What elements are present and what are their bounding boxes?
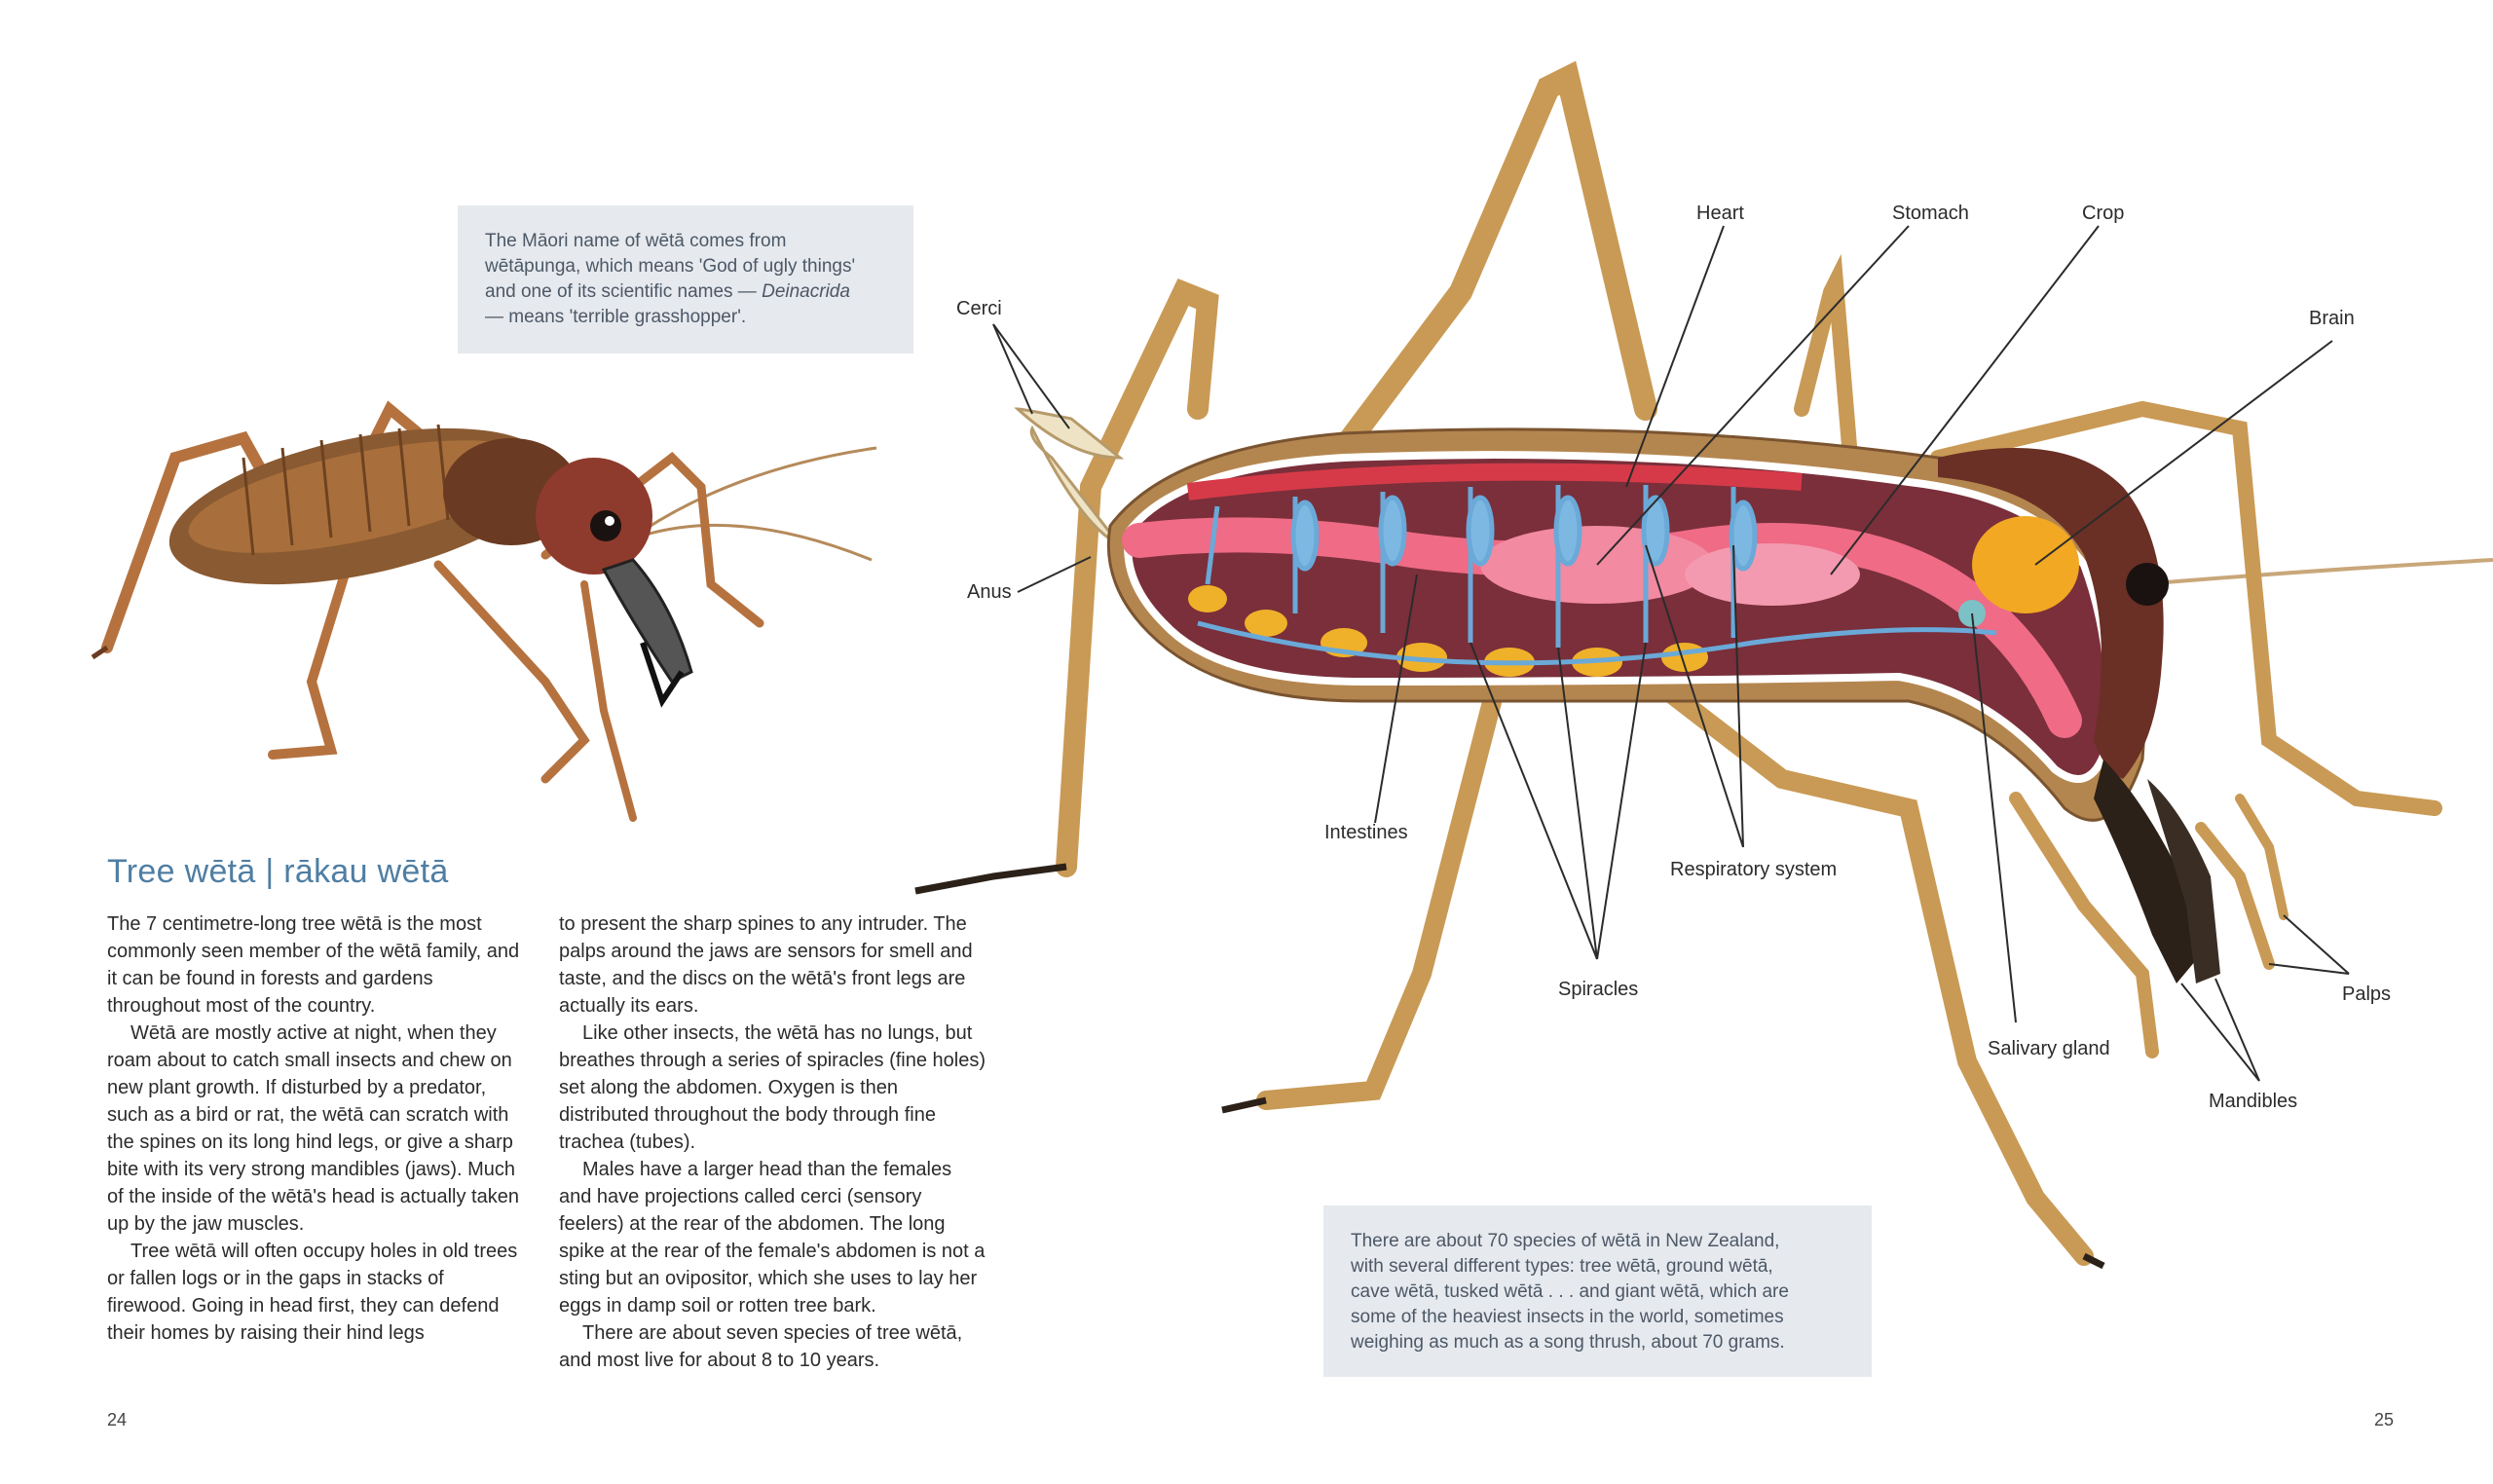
label-intestines: Intestines (1324, 822, 1408, 843)
label-cerci: Cerci (956, 298, 1002, 319)
fact-line: wētāpunga, which means 'God of ugly things' (485, 256, 856, 277)
body-column-1 (107, 910, 526, 1347)
body-column-2 (559, 910, 987, 1374)
fact-box-maori-name (458, 205, 913, 353)
label-brain: Brain (2309, 308, 2355, 329)
label-spiracles: Spiracles (1558, 979, 1639, 1000)
label-heart: Heart (1696, 203, 1744, 224)
page-number-right: 25 (2374, 1410, 2395, 1429)
paragraph: Males have a larger head than the females and have projections called cerci (sensory feelers) at the rear of the abdomen. The long spike at the rear of the female's abdomen is not a sting but an ovipositor, which she uses to lay her eggs in damp soil or rotten tree bark. (559, 1159, 986, 1317)
fact-line: weighing as much as a song thrush, about 70 grams. (1351, 1332, 1785, 1353)
fact-line: — means 'terrible grasshopper'. (485, 307, 747, 327)
label-salivary-gland: Salivary gland (1988, 1038, 2110, 1059)
fact-line: with several different types: tree wētā, ground wētā, (1351, 1256, 1773, 1277)
fact-line (485, 279, 886, 305)
fact-line: cave wētā, tusked wētā . . . and giant wētā, which are (1351, 1281, 1789, 1302)
paragraph: to present the sharp spines to any intruder. The palps around the jaws are sensors for smell and taste, and the discs on the wētā's front legs are actually its ears. (559, 913, 973, 1017)
label-respiratory-system: Respiratory system (1670, 859, 1838, 880)
fact-line: There are about 70 species of wētā in New Zealand, (1351, 1231, 1780, 1251)
paragraph: There are about seven species of tree wētā, and most live for about 8 to 10 years. (559, 1322, 963, 1371)
fact-text: and one of its scientific names — (485, 281, 763, 302)
label-anus: Anus (967, 581, 1012, 603)
paragraph: Tree wētā will often occupy holes in old trees or fallen logs or in the gaps in stacks of firewood. Going in head first, they can defend their homes by raising their hind legs (107, 1241, 518, 1344)
scientific-name: Deinacrida (762, 281, 850, 302)
paragraph: The 7 centimetre-long tree wētā is the most commonly seen member of the wētā family, and it can be found in forests and gardens throughout most of the country. (107, 913, 520, 1017)
label-mandibles: Mandibles (2209, 1091, 2298, 1112)
paragraph: Wētā are mostly active at night, when they roam about to catch small insects and chew on new plant growth. If disturbed by a predator, such as a bird or rat, the wētā can scratch with the spines on its long hind legs, or give a sharp bite with its very strong mandibles (jaws). Much of the inside of the wētā's head is actually taken up by the jaw muscles. (107, 1022, 519, 1235)
label-crop: Crop (2082, 203, 2125, 224)
section-heading: Tree wētā | rākau wētā (107, 853, 449, 890)
label-palps: Palps (2342, 983, 2392, 1005)
fact-line: The Māori name of wētā comes from (485, 231, 787, 251)
fact-line: some of the heaviest insects in the world, sometimes (1351, 1307, 1784, 1327)
fact-box-species (1323, 1206, 1872, 1377)
page-number-left: 24 (107, 1410, 128, 1429)
label-stomach: Stomach (1892, 203, 1969, 224)
paragraph: Like other insects, the wētā has no lungs, but breathes through a series of spiracles (fine holes) set along the abdomen. Oxygen is then distributed throughout the body through fine trachea (tubes). (559, 1022, 986, 1153)
